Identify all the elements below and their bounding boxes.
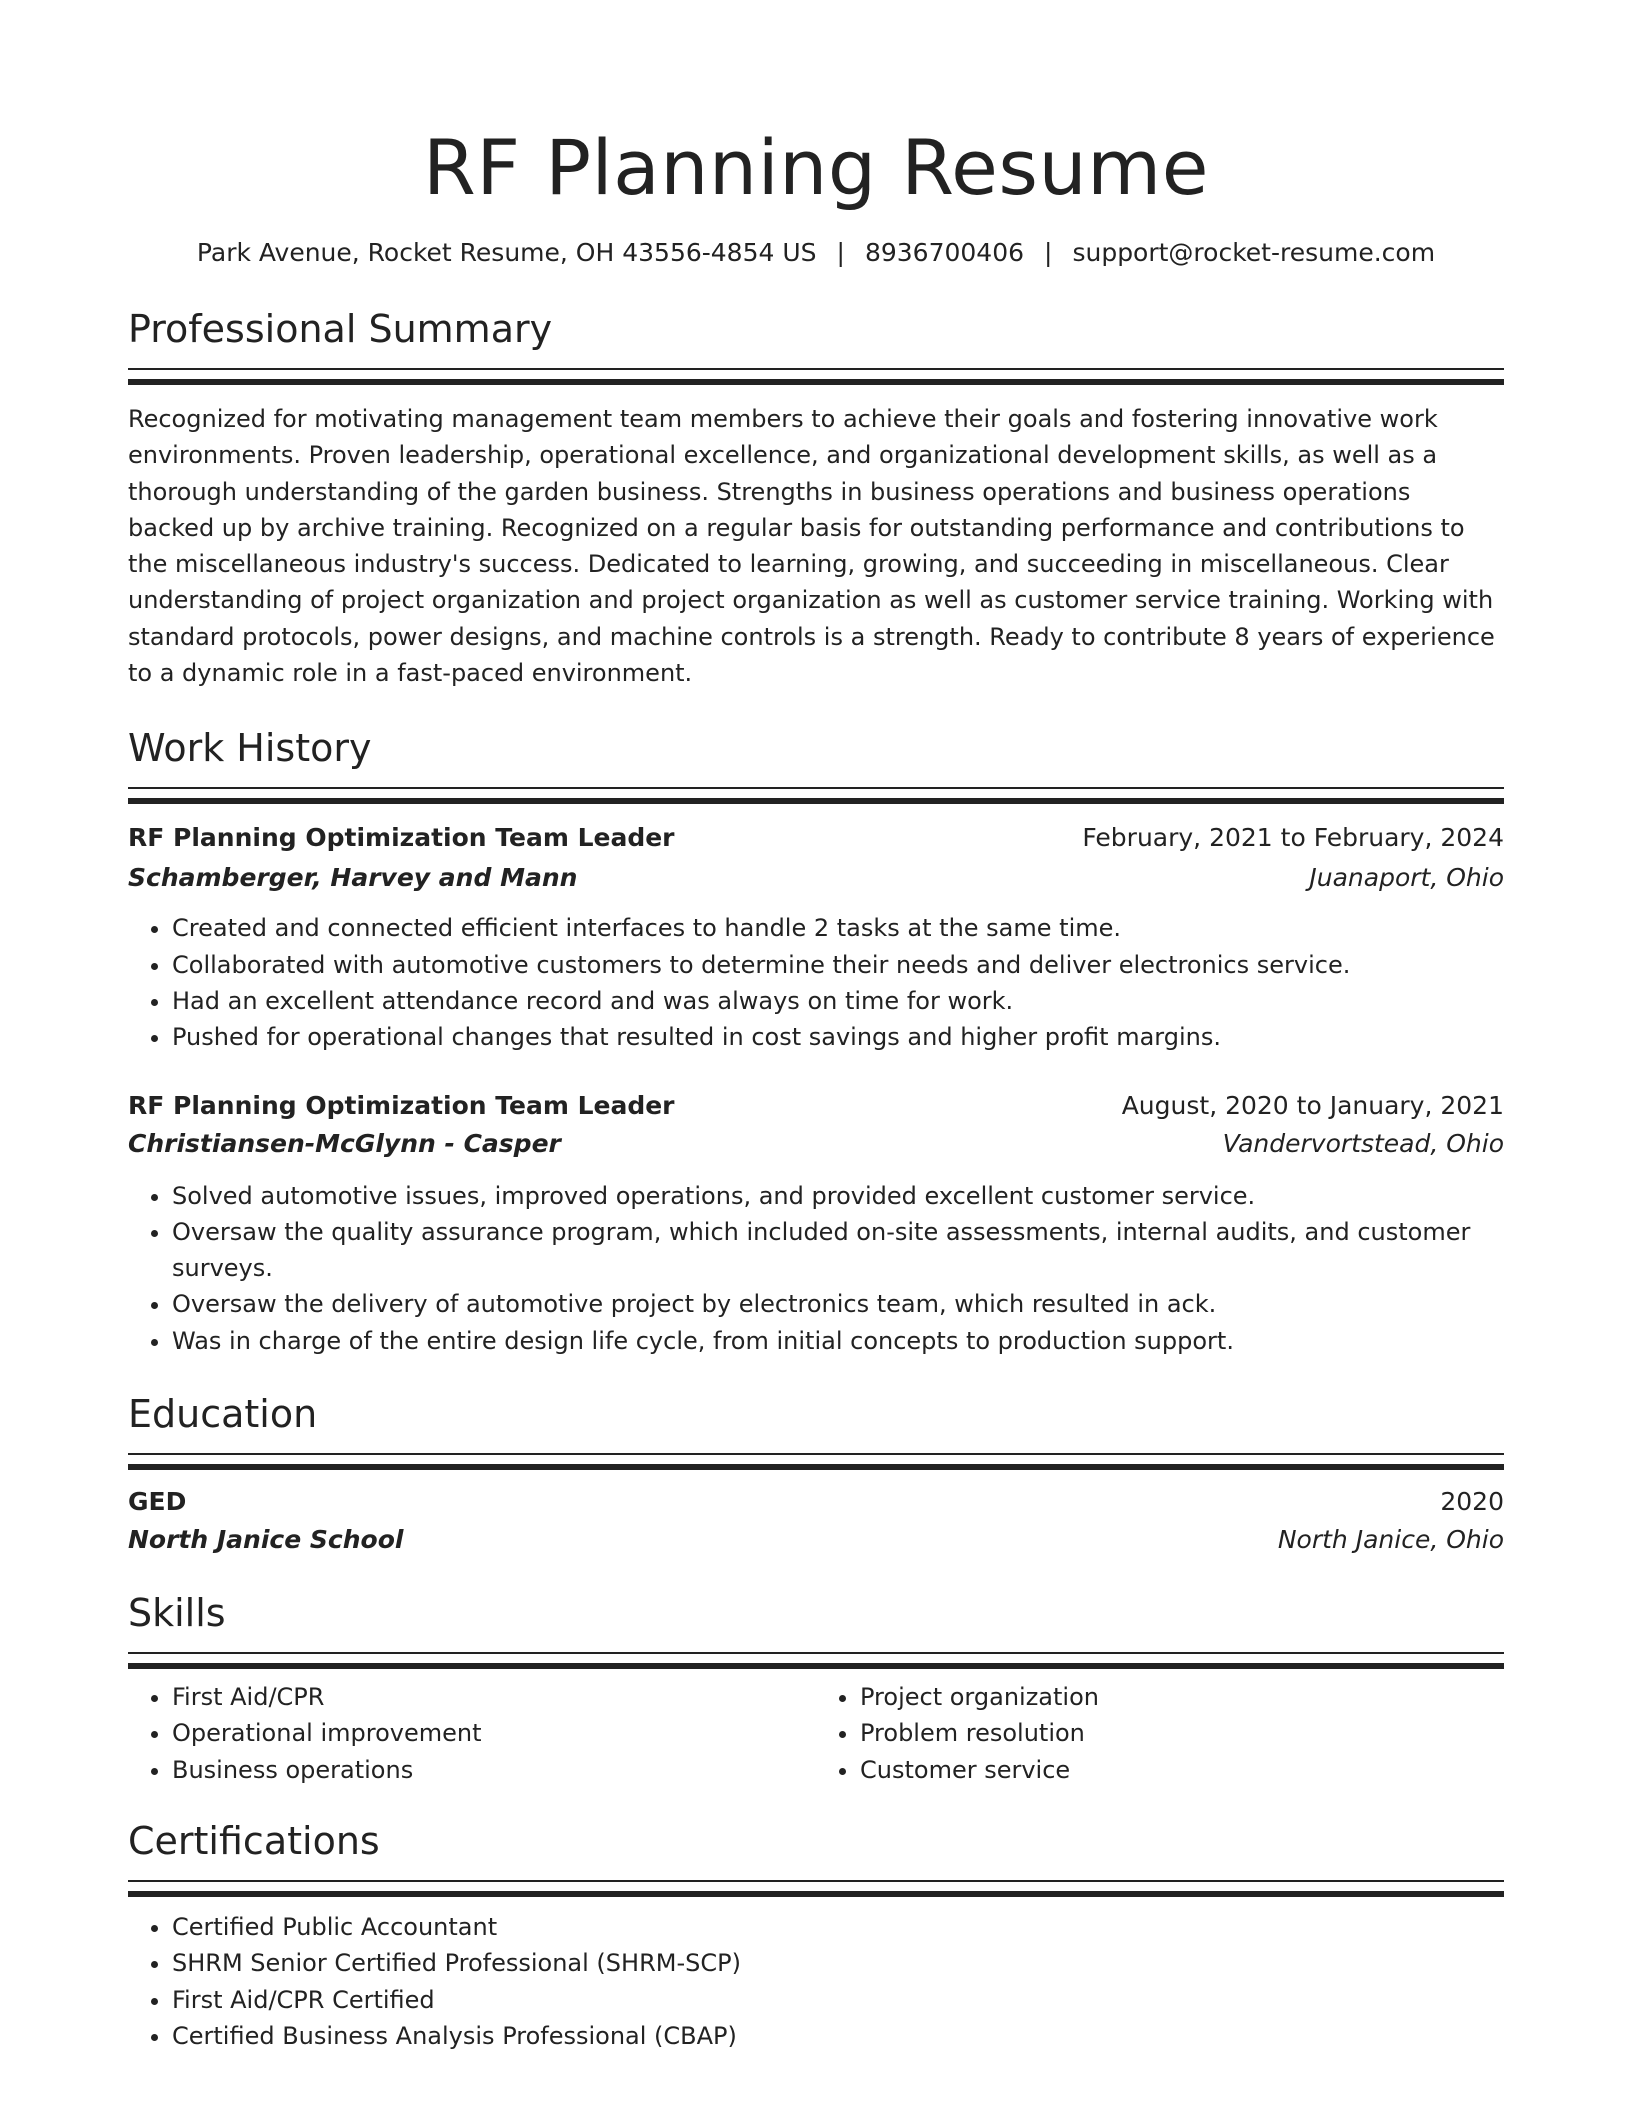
contact-address: Park Avenue, Rocket Resume, OH 43556-4854 US bbox=[196, 238, 817, 267]
education-degree-row bbox=[128, 1484, 1504, 1520]
list-item: • Project organization bbox=[860, 1679, 1504, 1715]
job-dates: August, 2020 to January, 2021 bbox=[1121, 1090, 1504, 1120]
summary-section bbox=[128, 304, 1504, 691]
list-item: • Was in charge of the entire design life cycle, from initial concepts to production support. bbox=[172, 1323, 1504, 1359]
job-company-row bbox=[128, 1126, 1504, 1162]
job-bullets bbox=[128, 1178, 1504, 1359]
list-item: • Problem resolution bbox=[860, 1715, 1504, 1751]
certifications-section bbox=[128, 1816, 1504, 2054]
list-item: • Solved automotive issues, improved operations, and provided excellent customer service. bbox=[172, 1178, 1504, 1214]
list-item: • Certified Public Accountant bbox=[172, 1909, 1504, 1945]
list-item: • Created and connected efficient interfaces to handle 2 tasks at the same time. bbox=[172, 910, 1504, 946]
job-company-row bbox=[128, 860, 1504, 896]
skills-left-list bbox=[128, 1679, 816, 1788]
list-item: • Pushed for operational changes that resulted in cost savings and higher profit margins. bbox=[172, 1019, 1504, 1055]
list-item: • Operational improvement bbox=[172, 1715, 816, 1751]
skills-columns bbox=[128, 1679, 1504, 1788]
list-item: • Had an excellent attendance record and was always on time for work. bbox=[172, 983, 1504, 1019]
list-item: • Certified Business Analysis Professional (CBAP) bbox=[172, 2018, 1504, 2054]
section-divider bbox=[128, 1652, 1504, 1669]
education-heading: Education bbox=[128, 1392, 318, 1437]
list-item: • First Aid/CPR bbox=[172, 1679, 816, 1715]
certifications-list bbox=[128, 1909, 1504, 2054]
list-item: • Business operations bbox=[172, 1752, 816, 1788]
section-divider bbox=[128, 787, 1504, 804]
education-school: North Janice School bbox=[128, 1525, 404, 1555]
list-item: • Oversaw the delivery of automotive project by electronics team, which resulted in ack. bbox=[172, 1286, 1504, 1322]
resume-title: RF Planning Resume bbox=[423, 123, 1209, 212]
summary-heading: Professional Summary bbox=[128, 307, 553, 351]
summary-text: Recognized for motivating management team members to achieve their goals and fostering innovative work environments. Proven leadership, operational excellence, and organizational development skills, as well as a thorough understanding of the garden business. Strengths in business operations and business operations backed up by archive training. Recognized on a regular basis for outstanding performance and contributions to the miscellaneous industry's success. Dedicated to learning, growing, and succeeding in miscellaneous. Clear understanding of project organization and project organization as well as customer service training. Working with standard protocols, power designs, and machine controls is a strength. Ready to contribute 8 years of experience to a dynamic role in a fast-paced environment. bbox=[128, 405, 1495, 688]
list-item: • Collaborated with automotive customers to determine their needs and deliver electronics service. bbox=[172, 947, 1504, 983]
education-location: North Janice, Ohio bbox=[1277, 1525, 1504, 1555]
contact-line bbox=[128, 236, 1504, 270]
section-divider bbox=[128, 1880, 1504, 1897]
education-year: 2020 bbox=[1440, 1487, 1504, 1517]
job-company: Schamberger, Harvey and Mann bbox=[128, 863, 578, 893]
skills-section bbox=[128, 1588, 1504, 1788]
job-location: Vandervortstead, Ohio bbox=[1222, 1128, 1504, 1158]
job-title-row bbox=[128, 1088, 1504, 1124]
job-title: RF Planning Optimization Team Leader bbox=[128, 1090, 675, 1120]
section-divider bbox=[128, 1453, 1504, 1470]
skills-heading: Skills bbox=[128, 1591, 226, 1636]
education-degree: GED bbox=[128, 1487, 187, 1517]
contact-separator: | bbox=[836, 238, 845, 267]
contact-separator: | bbox=[1044, 238, 1053, 267]
job-company: Christiansen-McGlynn - Casper bbox=[128, 1128, 561, 1158]
work-section bbox=[128, 723, 1504, 1359]
job-entry bbox=[128, 820, 1504, 1055]
list-item: • Customer service bbox=[860, 1752, 1504, 1788]
skills-right-list bbox=[816, 1679, 1504, 1788]
job-location: Juanaport, Ohio bbox=[1309, 863, 1504, 893]
list-item: • SHRM Senior Certified Professional (SHRM-SCP) bbox=[172, 1945, 1504, 1981]
work-heading: Work History bbox=[128, 726, 372, 771]
contact-email: support@rocket-resume.com bbox=[1072, 238, 1436, 267]
list-item: • First Aid/CPR Certified bbox=[172, 1982, 1504, 2018]
job-dates: February, 2021 to February, 2024 bbox=[1082, 823, 1504, 853]
education-section bbox=[128, 1389, 1504, 1558]
list-item: • Oversaw the quality assurance program, which included on-site assessments, internal audits, and customer surveys. bbox=[172, 1214, 1504, 1287]
job-entry bbox=[128, 1088, 1504, 1359]
job-title: RF Planning Optimization Team Leader bbox=[128, 823, 675, 853]
education-school-row bbox=[128, 1522, 1504, 1558]
job-bullets bbox=[128, 910, 1504, 1055]
section-divider bbox=[128, 368, 1504, 385]
job-title-row bbox=[128, 820, 1504, 856]
certifications-heading: Certifications bbox=[128, 1818, 380, 1863]
contact-phone: 8936700406 bbox=[864, 238, 1025, 267]
